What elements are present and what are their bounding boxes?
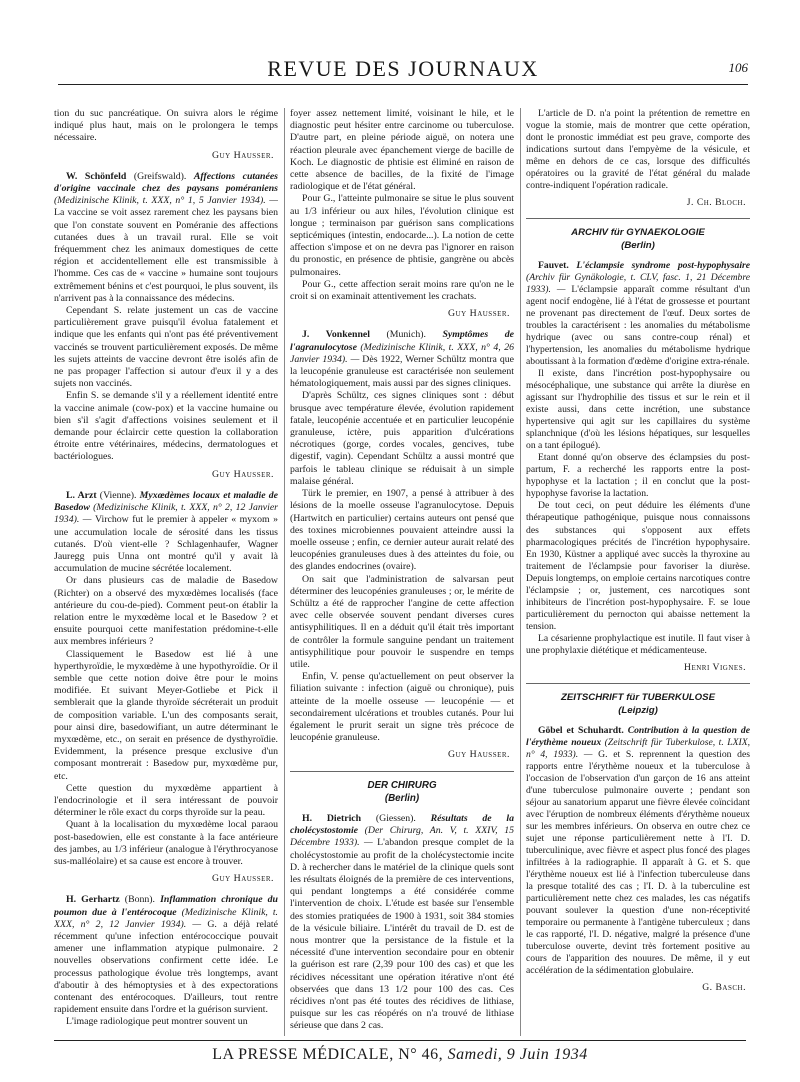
article-title: Myxœdèmes locaux et maladie de Basedow [54,489,278,514]
article-place: (Munich). [369,329,443,341]
article-title: Inflammation chronique du poumon due à l'entérocoque [54,894,278,918]
article-author: L. Arzt [66,489,97,501]
article-heading [54,171,278,305]
article [290,813,514,1033]
column-2 [290,108,514,1038]
page-number: 106 [728,60,748,75]
column-divider [520,108,521,1036]
article-author: W. Schönfeld [66,170,127,182]
article-place: (Vienne). [96,489,140,501]
paragraph: Etant donné qu'on observe des éclampsies du post-partum, F. a recherché les rapports entre la post-hypophyse et la lactation ; il en conclut que la post-hypophyse favorise la lactation. [526,452,750,500]
paragraph: Il existe, dans l'incrétion post-hypophysaire ou mésocéphalique, une substance qui arrête la diurèse en agissant sur l'hydrophilie des tissus et sur le rein et il existe aussi, dans cette incrétion, une substance hypertensive qui agit sur les capillaires du système splanchnique (d'où les lésions hépatiques, sur lesquelles on a tant épilogué). [526,368,750,452]
article-title: Contribution à la question de l'érythème noueux [526,724,750,748]
section-rule [290,771,514,772]
signature: J. Ch. Bloch. [686,197,746,209]
article-lead: L'éclampsie apparaît comme résultant d'un agent nocif endogène, lié à l'état de grossesse et pourtant ne provenant pas directement de l'œuf. Deux sortes de troubles la caractérisent : les anomalies du métabolisme hydrique (avec ou sans contre-coup rénal) et l'hypertension, les anomalies du métabolisme hydrique aboutissant à la formation d'œdème d'origine extra-rénale. [526,284,750,368]
article-citation: (Der Chirurg, An. V, t. XXIV, 15 Décembre 1933). — [290,825,514,849]
article-heading [526,725,750,977]
paragraph: Cette question du myxœdème appartient à l'endocrinologie et il sera intéressant de pouvoir déterminer le rôle exact du corps thyroïde sur la peau. [54,782,278,819]
page-header [58,56,748,86]
article [526,725,750,994]
section-city: (Leipzig) [618,704,658,716]
section-heading: DER CHIRURG [367,779,437,791]
article [290,329,514,761]
article-citation: (Archiv für Gynäkologie, t. CLV, fasc. 1, 21 Décembre 1933). — [526,272,750,296]
article-citation: (Medizinische Klinik, t. XXX, n° 2, 12 Janvier 1934). — [54,502,278,526]
paragraph: Pour G., cette affection serait moins rare qu'on ne le croit si on examinait attentivement les crachats. [290,278,514,303]
paragraph: D'après Schültz, ces signes cliniques sont : début brusque avec température élevée, évolution rapidement fatale, leucopénie accentuée et en particulier leucopénie granuleuse, ictère, puis apparition d'ulcérations nécrotiques (gorge, cordes vocales, gencives, tube digestif, vagin). Cependant Schültz a aussi montré que parfois le tableau clinique se réduisait à un simple malaise général. [290,390,514,487]
article-place: (Giessen). [361,812,431,824]
article-heading [54,490,278,575]
paragraph: Enfin, V. pense qu'actuellement on peut observer la filiation suivante : infection (aiguë ou chronique), puis atteinte de la moelle osseuse — leucopénie — et secondairement ulcérations et troubles cutanés. Pour lui également le prurit serait un signe très précoce de leucopénie granuleuse. [290,671,514,744]
article-lead: Virchow fut le premier à appeler « myxom » une accumulation locale de sérosité dans les tissus cutanés. D'où vient-elle ? Schlagenhaufer, Wagner Jauregg puis Unna ont montré qu'il y avait là accumulation de mucine sécrétée localement. [54,514,278,575]
signature: Guy Hausser. [447,749,510,761]
signature: Guy Hausser. [447,308,510,320]
section-heading: ARCHIV für GYNAEKOLOGIE [571,227,705,239]
column-1 [54,108,278,1038]
journal-title: REVUE DES JOURNAUX [267,56,539,81]
paragraph: foyer assez nettement limité, voisinant le hile, et le diagnostic peut hésiter entre carcinome ou tuberculose. D'autre part, en pleine période aiguë, on notera une réaction pleurale avec épanchement vierge de bacille de Koch. Le diagnostic de phtisie est éliminé en raison de cette absence de bacilles, de la fixité de l'image radiologique et de l'état général. [290,108,514,193]
article [54,171,278,481]
paragraph: Pour G., l'atteinte pulmonaire se situe le plus souvent au 1/3 inférieur ou aux hiles, l'évolution clinique est longue ; terminaison par guérison sans complications septicémiques (intestin, endocarde...). La notion de cette affection s'impose et on ne devra pas l'ignorer en raison du pronostic, en présence de phtisie, gangrène ou abcès pulmonaires. [290,193,514,278]
section-rule [526,683,750,684]
article [526,260,750,674]
article-title: Symptômes de l'agranulocytose [290,329,514,353]
article-author: H. Gerhartz [66,894,120,906]
signature: Guy Hausser. [211,873,274,885]
paragraph: Or dans plusieurs cas de maladie de Basedow (Richter) on a observé des myxœdèmes localisés (face antérieure du cou-de-pied). Comment peut-on établir la relation entre le myxœdème local et le Basedow ? et ensuite pourquoi cette manifestation prédomine-t-elle aux membres inférieurs ? [54,575,278,648]
article-citation: (Zeitschrift für Tuberkulose, t. LXIX, n° 4, 1933). — [526,736,750,760]
paragraph: Enfin S. se demande s'il y a réellement identité entre la vaccine animale (cow-pox) et la vaccine humaine ou bien s'il s'agit d'affections voisines seulement et il demande pour éclaircir cette question la collaboration étroite entre vétérinaires, médecins, dermatologues et bactériologues. [54,390,278,463]
section-city: (Berlin) [384,792,420,804]
paragraph: Cependant S. relate justement un cas de vaccine particulièrement grave puisqu'il évolua fatalement et indique que les enfants qui n'ont pas été préventivement vaccinés se trouvent particulièrement exposés. De même les sujets atteints de vaccine devront être isolés afin de ne pas propager l'affection si autour d'eux il y a des sujets non vaccinés. [54,305,278,390]
article-place: (Bonn). [119,894,161,906]
article-citation: (Medizinische Klinik, t. XXX, n° 2, 12 Janvier 1934). — [54,906,278,930]
article-lead: L'abandon presque complet de la cholécystostomie au profit de la cholécystectomie incite D. à rechercher dans le matériel de la clinique quels sont les résultats éloignés de la première de ces interventions, qui pendant longtemps a été considérée comme l'intervention de choix. L'étude est basée sur l'ensemble des stomies pratiquées de 1900 à 1931, soit 384 stomies de la vésicule biliaire. L'intérêt du travail de D. est de nous montrer que la persistance de la fistule et la nécessité d'une intervention secondaire pour en obtenir la guérison est rare (2,39 pour 100 des cas) et que les récidives nécessitant une opération itérative n'ont été observées que dans 13 1/2 pour 100 des cas. Ces récidives n'ont pas été toutes des récidives de lithiase, puisque sur les cas réopérés on n'a trouvé de lithiase sérieuse que dans 2 cas. [290,837,514,1032]
section-heading: ZEITSCHRIFT für TUBERKULOSE [561,691,715,703]
article-author: Göbel et Schuhardt. [538,724,624,736]
article-place: (Greifswald). [126,170,194,182]
paragraph: Classiquement le Basedow est lié à une hyperthyroïdie, le myxœdème à une hypothyroïdie. Or il semble que cette notion doive être pour le moins modifiée. Et suivant Meyer-Gotliebe et Pick il semblerait que la glande thyroïde sécréterait un produit de composition variable. L'un des composants serait, pour ainsi dire, basedowifiant, un autre déterminant le myxœdème, etc., on serait en présence de dysthyroïdie. Evidemment, la présence presque exclusive d'un composant montrerait : Basedow pur, myxœdème pur, etc. [54,648,278,782]
signature: Guy Hausser. [211,468,274,480]
footer-date: Samedi, 9 Juin 1934 [447,1046,588,1063]
article-lead: Dès 1922, Werner Schültz montra que la leucopénie granuleuse est caractérisée non seulement hématologiquement, mais aussi par des signes cliniques. [290,353,514,390]
article-lead: G. a déjà relaté récemment qu'une infection entérococcique pouvait amener une inflammation atypique pulmonaire. 2 nouvelles observations confirment cette idée. Le processus pathologique évolue très longtemps, avant d'aboutir à des hémoptysies et à des expectorations contenant des entérocoques. D'ailleurs, tout rentre rapidement ensuite dans l'ordre et la guérison survient. [54,918,278,1016]
paragraph: Türk le premier, en 1907, a pensé à attribuer à des lésions de la moelle osseuse l'agranulocytose. Depuis (Hartwitch en particulier) certains auteurs ont pensé que des toxines microbiennes pouvaient atteindre aussi la moelle osseuse ; enfin, ce dernier auteur aurait relaté des leucopénies granuleuses dues à des atteintes du foie, ou des glandes endocrines (ovaire). [290,488,514,573]
article-author: J. Vonkennel [302,329,370,341]
article-citation: (Medizinische Klinik, t. XXX, n° 4, 26 Janvier 1934). — [290,341,514,365]
paragraph: De tout ceci, on peut déduire les éléments d'une thérapeutique pathogénique, puisque nous connaissons des substances qui s'opposent aux effets pharmacologiques précités de l'incrétion hypophysaire. En 1930, Küstner a appliqué avec succès la thyroxine au traitement de l'éclampsie pour favoriser la diurèse. Depuis longtemps, on emploie certains narcotiques contre l'éclampsie ; or, justement, ces narcotiques sont inhibiteurs de l'incrétion post-hypophysaire. F. se loue particulièrement du pernocton qui abaisse nettement la tension. [526,500,750,632]
paragraph: L'image radiologique peut montrer souvent un [66,1016,248,1028]
article-heading [290,813,514,1033]
article-title: Résultats de la cholécystostomie [290,812,514,837]
paragraph: La césarienne prophylactique est inutile. Il faut viser à une prophylaxie diététique et médicamenteuse. [526,632,750,656]
article-author: Fauvet. [538,260,569,272]
article [54,894,278,1028]
paragraph: On sait que l'administration de salvarsan peut déterminer des leucopénies granuleuses ; or, le mérite de Schültz a été de rapprocher l'angine de cette affection avec celle observée souvent pendant diverses cures antisyphilitiques. Il en a déduit qu'il était très important de contrôler la formule sanguine pendant un traitement antisyphilitique pour pouvoir le suspendre en temps utile. [290,573,514,670]
signature: G. Basch. [702,982,746,994]
section-city: (Berlin) [621,240,655,252]
article-author: H. Dietrich [302,812,362,824]
article-heading [290,329,514,390]
column-divider [284,108,285,1036]
article-citation: (Medizinische Klinik, t. XXX, n° 1, 5 Janvier 1934). — [54,195,278,207]
paragraph: tion du suc pancréatique. On suivra alors le régime indiqué plus haut, mais on le prolongera le temps nécessaire. [54,108,278,144]
page-footer [54,1046,746,1064]
article [54,490,278,886]
header-rule [58,84,748,85]
signature: Guy Hausser. [211,149,274,161]
article-lead: La vaccine se voit assez rarement chez les paysans bien que l'on constate souvent en Poméranie des affections cutanées dues à un travail rural. Elle se voit fréquemment chez les animaux domestiques de cette région et accidentellement elle est transmissible à l'homme. Ces cas de « vaccine » humaine sont toujours extrêmement bénins et c'est pourquoi, le plus souvent, ils n'arrivent pas à la connaissance des médecins. [54,207,278,304]
footer-journal: LA PRESSE MÉDICALE, N° 46, [212,1046,444,1063]
article-heading [54,894,278,1016]
paragraph: L'article de D. n'a point la prétention de remettre en vogue la stomie, mais de montrer que cette opération, dont le pronostic immédiat est peu grave, comporte des indications surtout dans l'empyème de la vésicule, et même en dehors de ce cas, lorsque des difficultés opératoires ou la gravité de l'état général du malade contre-indiquent l'opération radicale. [526,108,750,192]
article-title: L'éclampsie syndrome post-hypophysaire [576,260,750,272]
paragraph: Quant à la localisation du myxœdème local paraou post-basedowien, elle est constante à la face antérieure des jambes, au 1/3 inférieur (analogue à l'érythrocyanose sus-malléolaire) et sa cause est encore à trouver. [54,819,278,867]
column-3 [526,108,750,1038]
article-title: Affections cutanées d'origine vaccinale chez des paysans poméraniens [54,170,278,195]
signature: Henri Vignes. [684,661,746,673]
article-heading [526,260,750,368]
section-rule [526,218,750,219]
footer-rule [54,1040,746,1041]
article-lead: G. et S. reprennent la question des rapports entre l'érythème noueux et la tuberculose à l'occasion de l'observation d'un garçon de 16 ans atteint d'une tuberculose pulmonaire ouverte ; pendant son séjour au sanatorium apparut une fièvre élevée coïncidant avec l'éruption de nombreux éléments d'érythème noueux sur les membres inférieurs. On observa en outre chez ce sujet une réponse particulièrement nette à l'I. D. tuberculinique, avec fièvre et aspect plus foncé des plages infiltrées à la radiographie. Il apparaît à G. et S. que l'érythème noueux est lié à l'infection tuberculeuse dans la presque totalité des cas ; l'I. D. à la tuberculine est particulièrement nette chez ces malades, les cas négatifs pouvant soulever la question d'une non-réceptivité temporaire ou permanente à l'antigène tuberculeux ; dans le cas rapporté, l'I. D. négative, malgré la présence d'une tuberculose ouverte, devint très fortement positive au cours de l'apparition des nouures. De même, il y eut accélération de la sédimentation globulaire. [526,748,750,977]
